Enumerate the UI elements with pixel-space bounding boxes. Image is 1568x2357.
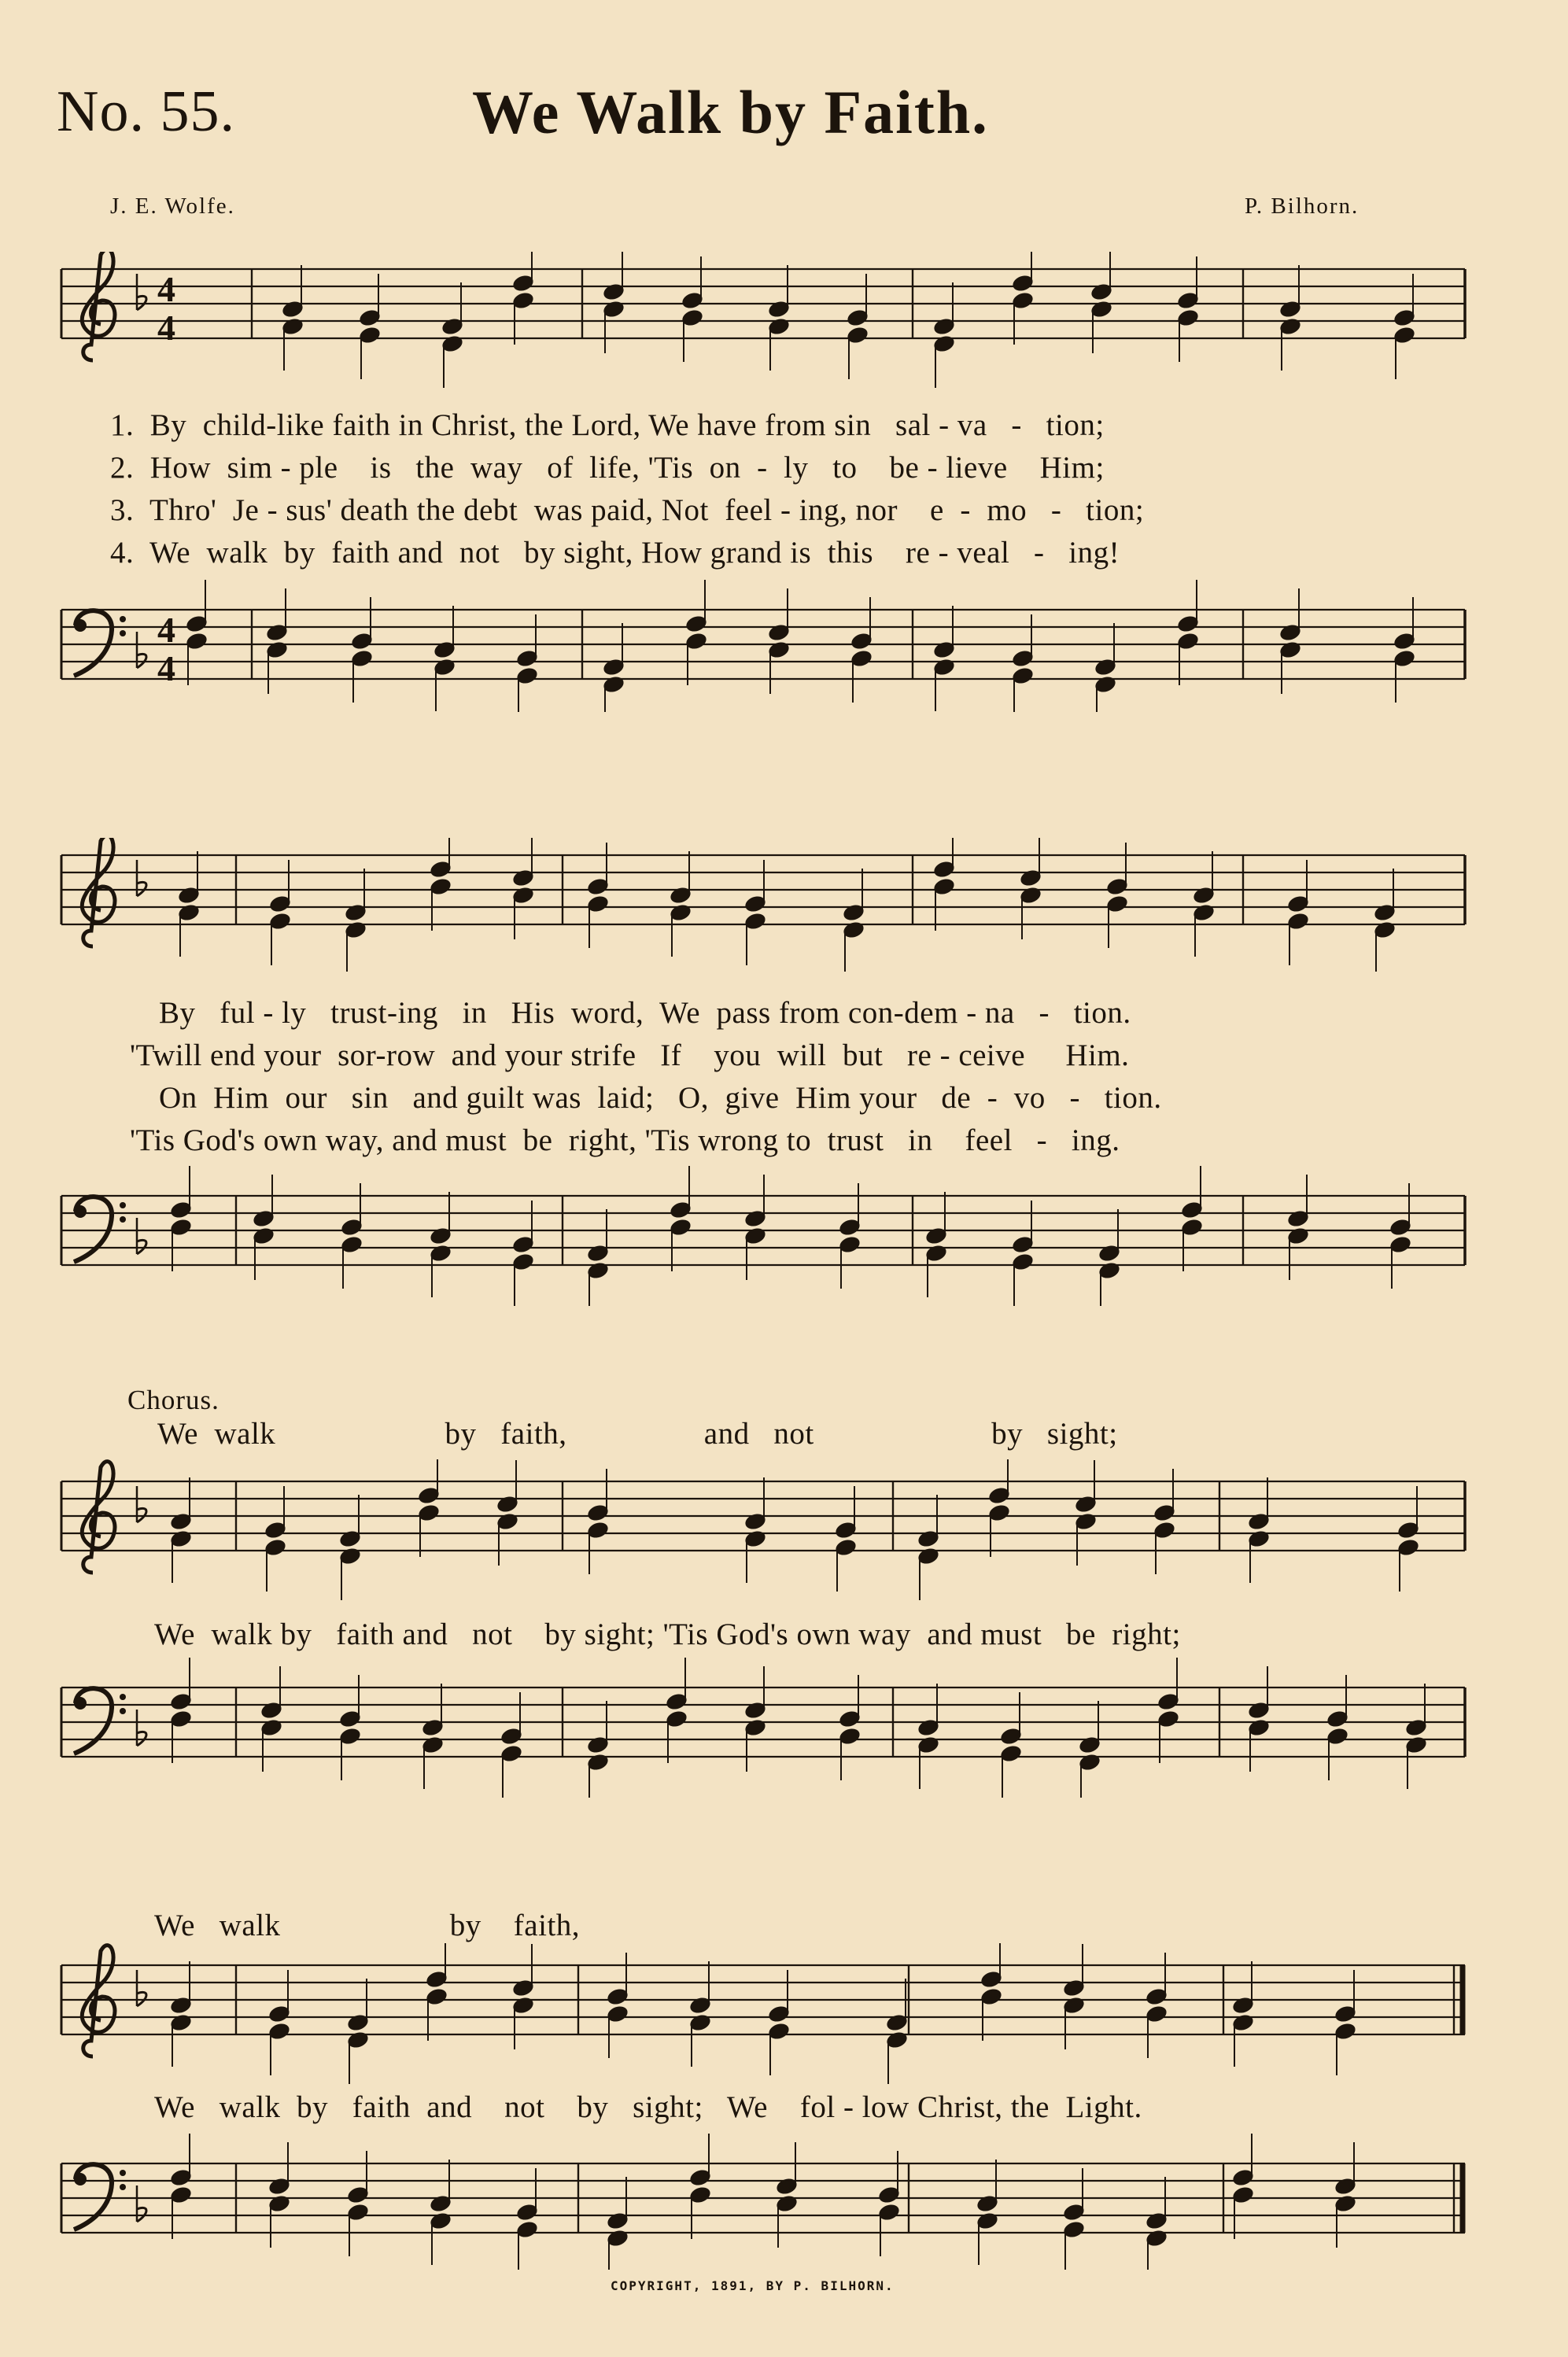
system-3-treble-staff	[0, 1459, 1568, 1605]
flat-sign-icon	[137, 1710, 146, 1746]
bass-clef-icon	[74, 1688, 126, 1754]
system-4-bass-staff	[0, 2132, 1568, 2270]
notes	[169, 1943, 1358, 2084]
treble-clef-icon	[82, 1462, 115, 1573]
treble-clef-icon	[82, 252, 115, 360]
system-4-treble-staff	[0, 1943, 1568, 2085]
notes	[281, 252, 1417, 388]
verse-1-line-1: 1. By child-like faith in Christ, the Lord, We have from sin sal - va - tion;	[110, 408, 1105, 442]
verse-3-line-1: 3. Thro' Je - sus' death the debt was paid, Not feel - ing, nor e - mo - tion;	[110, 493, 1145, 527]
system-2-treble-staff	[0, 838, 1568, 972]
chorus-label: Chorus.	[127, 1385, 220, 1415]
verse-1-line-2: By ful - ly trust-ing in His word, We pass from con-dem - na - tion.	[159, 996, 1131, 1030]
hymn-number: No. 55.	[57, 79, 235, 144]
verse-2-line-1: 2. How sim - ple is the way of life, 'Tis on - ly to be - lieve Him;	[110, 451, 1105, 485]
notes	[169, 1658, 1429, 1798]
system-1-treble-staff	[0, 252, 1568, 393]
chorus-line-2-lower: We walk by faith and not by sight; We fol - low Christ, the Light.	[154, 2090, 1142, 2124]
treble-clef-icon	[82, 838, 115, 946]
lyricist-credit: J. E. Wolfe.	[110, 194, 235, 219]
flat-sign-icon	[137, 274, 146, 310]
notes	[169, 1459, 1421, 1600]
staff-lines	[61, 269, 1465, 338]
time-signature-denominator: 4	[157, 308, 175, 348]
chorus-line-1-upper: We walk by faith, and not by sight;	[157, 1417, 1118, 1451]
time-signature-denominator: 4	[157, 648, 175, 688]
copyright-notice: COPYRIGHT, 1891, BY P. BILHORN.	[611, 2278, 895, 2293]
staff-lines	[61, 610, 1465, 679]
chorus-line-1-lower: We walk by faith and not by sight; 'Tis God's own way and must be right;	[154, 1617, 1181, 1651]
notes	[177, 838, 1397, 972]
hymn-title: We Walk by Faith.	[472, 78, 989, 146]
verse-2-line-2: 'Twill end your sor-row and your strife If you will but re - ceive Him.	[130, 1038, 1130, 1072]
staff-lines	[61, 2163, 1465, 2233]
flat-sign-icon	[137, 1970, 146, 2006]
staff-lines	[61, 1965, 1465, 2034]
bass-clef-icon	[74, 2164, 126, 2230]
system-3-bass-staff	[0, 1656, 1568, 1798]
verse-4-line-2: 'Tis God's own way, and must be right, 'Tis wrong to trust in feel - ing.	[130, 1123, 1120, 1157]
time-signature-numerator: 4	[157, 610, 175, 650]
flat-sign-icon	[137, 2185, 146, 2222]
verse-3-line-2: On Him our sin and guilt was laid; O, give Him your de - vo - tion.	[159, 1081, 1162, 1115]
bass-clef-icon	[74, 1197, 126, 1262]
treble-clef-icon	[82, 1946, 115, 2056]
system-2-bass-staff	[0, 1164, 1568, 1306]
bass-clef-icon	[74, 610, 126, 676]
composer-credit: P. Bilhorn.	[1245, 194, 1360, 219]
time-signature-numerator: 4	[157, 269, 175, 309]
system-1-bass-staff	[0, 578, 1568, 712]
notes	[169, 1166, 1413, 1306]
notes	[185, 580, 1417, 712]
notes	[169, 2134, 1358, 2270]
verse-4-line-1: 4. We walk by faith and not by sight, How grand is this re - veal - ing!	[110, 536, 1120, 570]
chorus-line-2-upper: We walk by faith,	[154, 1909, 581, 1942]
